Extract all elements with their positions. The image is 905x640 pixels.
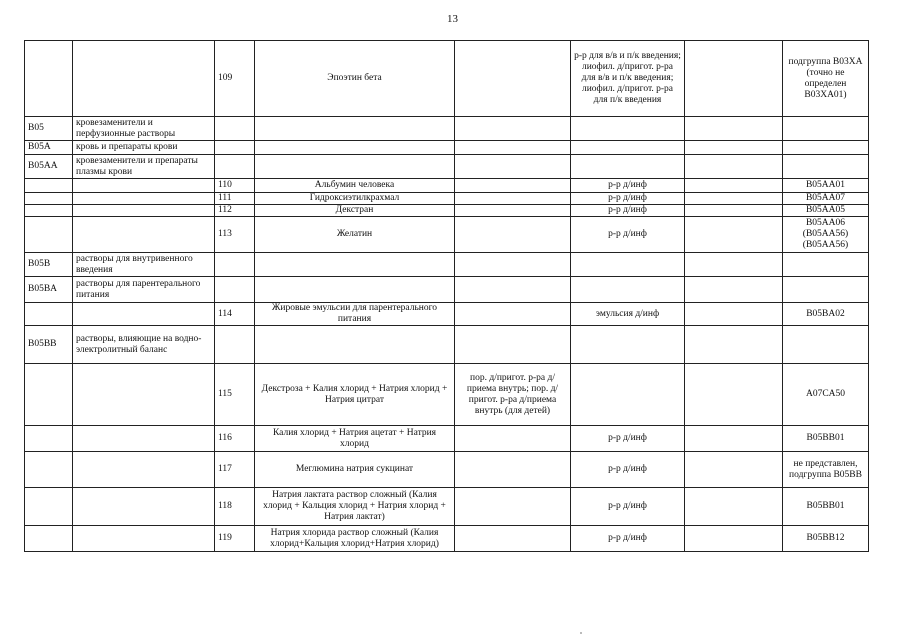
code-cell [25,41,73,117]
group-cell [73,452,215,488]
table-row [25,488,869,526]
dosage-form [455,155,571,179]
table-row [25,193,869,205]
row-number: 112 [215,205,255,217]
atc-reference: B05AA06 (B05AA56) (B05AA56) [783,217,869,253]
dosage-form-alt [571,253,685,277]
atc-reference [783,253,869,277]
extra-cell [685,488,783,526]
code-cell [25,452,73,488]
group-cell [73,205,215,217]
drug-name [255,253,455,277]
atc-reference [783,141,869,155]
atc-reference: B05BB01 [783,488,869,526]
row-number [215,277,255,303]
table-row [25,205,869,217]
group-cell: кровь и препараты крови [73,141,215,155]
group-cell [73,217,215,253]
drug-name [255,117,455,141]
dosage-form [455,41,571,117]
code-cell [25,526,73,552]
dosage-form-alt: р-р д/инф [571,205,685,217]
code-cell [25,217,73,253]
row-number [215,253,255,277]
extra-cell [685,426,783,452]
extra-cell [685,277,783,303]
dosage-form-alt [571,364,685,426]
dosage-form [455,205,571,217]
atc-reference: подгруппа B03XA (точно не определен B03XA01) [783,41,869,117]
drug-name: Декстран [255,205,455,217]
dosage-form [455,141,571,155]
code-cell [25,205,73,217]
drug-name: Декстроза + Калия хлорид + Натрия хлорид + Натрия цитрат [255,364,455,426]
dosage-form [455,426,571,452]
group-cell [73,426,215,452]
dosage-form [455,326,571,364]
drug-name: Жировые эмульсии для парентерального питания [255,303,455,326]
table-row [25,141,869,155]
table-row [25,277,869,303]
dosage-form [455,253,571,277]
atc-reference: A07CA50 [783,364,869,426]
atc-reference [783,277,869,303]
table-row [25,117,869,141]
group-cell [73,179,215,193]
dosage-form-alt: р-р д/инф [571,217,685,253]
row-number: 110 [215,179,255,193]
drug-name: Калия хлорид + Натрия ацетат + Натрия хлорид [255,426,455,452]
group-cell [73,364,215,426]
group-cell [73,41,215,117]
group-cell: кровезаменители и препараты плазмы крови [73,155,215,179]
extra-cell [685,303,783,326]
dosage-form-alt: р-р д/инф [571,179,685,193]
drug-name [255,155,455,179]
drug-name: Альбумин человека [255,179,455,193]
row-number: 115 [215,364,255,426]
page-number: 13 [447,13,458,25]
table-row [25,364,869,426]
row-number [215,117,255,141]
row-number: 111 [215,193,255,205]
atc-reference [783,326,869,364]
dosage-form [455,193,571,205]
table-row [25,303,869,326]
drug-name [255,141,455,155]
code-cell: B05AA [25,155,73,179]
drug-name: Эпоэтин бета [255,41,455,117]
table-row [25,41,869,117]
group-cell [73,488,215,526]
atc-reference: B05AA05 [783,205,869,217]
group-cell: растворы для внутривенного введения [73,253,215,277]
dosage-form [455,117,571,141]
group-cell: растворы для парентерального питания [73,277,215,303]
atc-reference: B05BB12 [783,526,869,552]
extra-cell [685,217,783,253]
dosage-form-alt [571,155,685,179]
extra-cell [685,141,783,155]
atc-reference: не представлен, подгруппа B05BB [783,452,869,488]
code-cell [25,193,73,205]
group-cell [73,193,215,205]
group-cell [73,526,215,552]
dosage-form-alt: р-р для в/в и п/к введения; лиофил. д/пригот. р-ра для в/в и п/к введения; лиофил. д/пригот. р-ра для п/к введения [571,41,685,117]
drug-table [24,40,869,552]
row-number [215,326,255,364]
dosage-form-alt: эмульсия д/инф [571,303,685,326]
extra-cell [685,205,783,217]
atc-reference: B05AA01 [783,179,869,193]
dosage-form-alt: р-р д/инф [571,488,685,526]
row-number [215,155,255,179]
code-cell [25,303,73,326]
table-row [25,426,869,452]
row-number: 118 [215,488,255,526]
table-row [25,326,869,364]
code-cell: B05B [25,253,73,277]
row-number: 116 [215,426,255,452]
code-cell [25,179,73,193]
atc-reference: B05BA02 [783,303,869,326]
row-number: 117 [215,452,255,488]
code-cell [25,364,73,426]
drug-name [255,326,455,364]
extra-cell [685,326,783,364]
dosage-form-alt [571,117,685,141]
code-cell [25,426,73,452]
table-row [25,452,869,488]
dosage-form: пор. д/пригот. р-ра д/приема внутрь; пор. д/пригот. р-ра д/приема внутрь (для детей) [455,364,571,426]
extra-cell [685,41,783,117]
atc-reference: B05AA07 [783,193,869,205]
dosage-form [455,303,571,326]
table-row [25,155,869,179]
row-number: 113 [215,217,255,253]
dosage-form-alt: р-р д/инф [571,526,685,552]
dosage-form [455,217,571,253]
extra-cell [685,253,783,277]
table-row [25,253,869,277]
atc-reference [783,117,869,141]
dosage-form [455,488,571,526]
row-number: 114 [215,303,255,326]
extra-cell [685,179,783,193]
extra-cell [685,452,783,488]
code-cell [25,488,73,526]
dosage-form [455,277,571,303]
dosage-form-alt: р-р д/инф [571,426,685,452]
dosage-form-alt [571,277,685,303]
dosage-form [455,179,571,193]
drug-name: Меглюмина натрия сукцинат [255,452,455,488]
scan-speck [580,632,582,634]
row-number [215,141,255,155]
dosage-form-alt [571,141,685,155]
extra-cell [685,117,783,141]
group-cell [73,303,215,326]
extra-cell [685,526,783,552]
code-cell: B05BA [25,277,73,303]
table-row [25,217,869,253]
dosage-form-alt [571,326,685,364]
table-row [25,526,869,552]
drug-name: Натрия хлорида раствор сложный (Калия хлорид+Кальция хлорид+Натрия хлорид) [255,526,455,552]
dosage-form-alt: р-р д/инф [571,452,685,488]
row-number: 119 [215,526,255,552]
atc-reference [783,155,869,179]
row-number: 109 [215,41,255,117]
extra-cell [685,193,783,205]
dosage-form [455,526,571,552]
code-cell: B05 [25,117,73,141]
group-cell: растворы, влияющие на водно-электролитный баланс [73,326,215,364]
drug-name: Желатин [255,217,455,253]
extra-cell [685,364,783,426]
dosage-form-alt: р-р д/инф [571,193,685,205]
code-cell: B05BB [25,326,73,364]
code-cell: B05A [25,141,73,155]
table-row [25,179,869,193]
group-cell: кровезаменители и перфузионные растворы [73,117,215,141]
dosage-form [455,452,571,488]
drug-name [255,277,455,303]
atc-reference: B05BB01 [783,426,869,452]
drug-name: Гидроксиэтилкрахмал [255,193,455,205]
drug-name: Натрия лактата раствор сложный (Калия хлорид + Кальция хлорид + Натрия хлорид + Натрия лактат) [255,488,455,526]
extra-cell [685,155,783,179]
